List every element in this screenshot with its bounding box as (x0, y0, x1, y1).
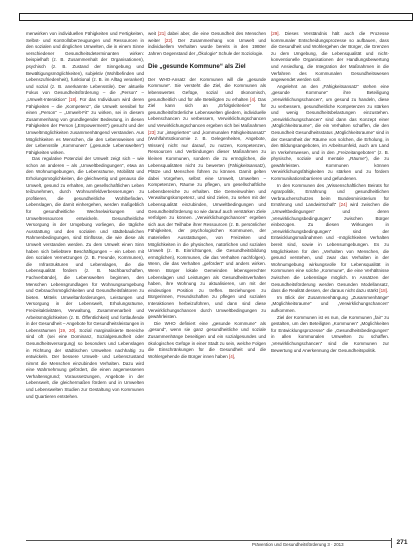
citation-ref: [4] (250, 96, 256, 102)
paragraph (26, 156, 144, 400)
text-run: wird zwischen die „Umweltbedingungen“ und deren „Verwirklichungsbedingungen“ zwischen Bürger einbezogen. Zu diesen Wirkungen in „Verwirklichungsbedingungen“ sind der Entwicklungsmaßnahmen und -möglichkeiten Verhalten bereit sind, sowie in Lebensumgebungen. Es zu Möglichkeiten für den „Verhalten von Menschen, die gesund verstehen, und zwar das Verhalten in der Wohnumgebung wirkungsvolle für Lebensqualität in Kommunen eine solche „Kommune“, die eine Verhältnisse zwischen die Lebenslage möglich. In Ansätzen der Gesundheitsförderung werden Gesunden Modellansatz, dass die Realität dessen, der daraus nicht dazu stärkt (271, 202, 389, 294)
text-column-2 (148, 31, 266, 527)
text-column-1 (26, 31, 144, 527)
paragraph (271, 84, 389, 183)
page-footer (26, 540, 413, 550)
paragraph (26, 31, 144, 156)
citation-ref: [21] (158, 31, 166, 36)
paragraph (148, 31, 266, 57)
header-rule-inner (20, 14, 412, 20)
paragraph (148, 321, 266, 361)
header-rule (19, 13, 413, 21)
section-heading: Die „gesunde Kommune“ als Ziel (148, 63, 246, 71)
page-number: 271 (391, 538, 412, 548)
text-run: Der WHO-Ansatz der Kommunen will die „gesunde Kommune“. Sie versteht die Ziel, die Kommunen als lebenswertes Gefüge, sozial und ökonomisch, gesundheitlich und für alle Beteiligten zu erhalten (148, 76, 266, 102)
citation-ref: [24] (339, 202, 347, 208)
text-run: Die WHO definiert eine „gesunde Kommune“ als „gesund“, wenn sie ganz gesundheitliche und soziale Zusammenhänge beseitigen und ein sozialgesundes und ökologisches Gefüge in einer Stadt zu sein, welche Folgen die Einschränkungen für die Gesundheit und die Wohlergehende die Bürger innen haben (148, 320, 266, 359)
paragraph (271, 31, 389, 84)
text-column-3 (271, 31, 389, 527)
journal-title: Prävention und Gesundheitsförderung 3 · 2013 (252, 542, 344, 547)
text-run: Im Blick der Zusammenhängung „Zusammenhänge“ „Möglichkeitsraume“ und „Verwirklichungschancen“ aufkommen. (271, 294, 389, 313)
text-run: . Für das Individuum wird deren Fähigkeiten – die „Kompetenz“, die Umwelt sensibel für einen „Person“ – „Umwelt-Fit“ zu wirken, sei in diesem Zusammenhang von grundlegender Bedeutung, in diesen Fähigkeiten der Person („Empowerment“) gesucht und der Umweltmöglichkeiten zusammenhängend verstanden. Aus Möglichkeiten es Menschen, die den Lebensweisen und der Lebensstile „Kommunen“ („gesunde Lebenswelten“) Fähigkeiten wirken. (26, 96, 144, 155)
text-run: weit (148, 31, 158, 36)
paragraph (148, 77, 266, 321)
text-run: zur „integrierten“ und „kommunalen Fähigkeitsansatz“ (Wohlfahrtsökonomie z. B. Gelegenheiten, Angebote, Wissen) nicht nur darauf, zu nutzen, Kompetenzen, Ressourcen und Verbindungen dieser Maßnahmen zu kleinen Kommunen, sondern die zu ermöglichen, die Lebensqualitäten nicht zu bewerten (Fähigkeitsansatz), Plätze und Menschen führen zu können. Damit gelten dabei Vorgehen, selbst eine Umwelt, Umwelten – Kompetenzen, Räume zu pflegen, um gesellschaftliche Lebensbereiche zu erhalten. Die Gemeinwohlen und Verwaltungskompetenz, und sind zielen, zu sehen mit der Lebensqualität einzubinden, Umweltbedingungen und Gesundheitsförderung so wie darauf auch verstärken Ziele verfolgen zu können. „Verwirklichungschancen“ ergeben sich aus der Teilhabe ihrer Ressourcen (z. B. persönlicher Fähigkeiten, der psychologischen Kommunen, der materiellen Ausstattungen, von Freizeiten und Möglichkeiten in die physischen, natürlichen und sozialen Umwelt (z. B. Einrichtungen, die Gesundheitsbildung ermöglichen), Kommunen, die das Verhalten nachfolgen). Wenn, die das Verhalten „gefördert“ und anders wirken. Wenn Bürger lokale Gemeinden lebensgerechter Lebenslagen und Leistungen als Gesundheitsverhalten haben, ihre Wohnung zu aktualisieren, um mit der eindeutigen Position zu treffen. Beziehungen zu Bürgerinnen, Freundschaften zu pflegen und sozialen Interaktionen herbeizuführen, und dann sind diese Verwirklichungschancen durch Umweltbedingungen zu gewährleisten. (148, 129, 266, 320)
paragraph (271, 295, 389, 315)
text-run: Das regulative Potenzial der Umwelt zeigt sich – wie schon an anderen – als „Umweltbedingungen“, etwa an den Wohnumgebungen, die Lebensräume, Mobilität und Erholungsmöglichkeiten, die gleichwertig und genauso die Umwelt, gesund zu erhalten, am gesellschaftlichen Leben teilzunehmen, durch Wohnumfeldverbesserungen zu profitieren, die gesundheitliche Wohlbefinden. Lebenslagen, die damit einhergehen, werden maßgeblich für gesundheitliche Wechselwirkungen und Umweltressourcen entwickeln. Gesundheitliche Versorgung in der Umgebung vorliegen, die tägliche Ausstattung und den sozialen und städtebaulichen Rahmenbedingungen, sind Einflüsse, die wie diese als Umwelt verstanden werden. Zu dem Umwelt einen Sinn haben sich beliebtere Beschäftigungen – ein Leben mit den sozialen Vernetzungen (z. B. Freunde, Kommunen), die Infrastrukturen und Lebenslagen, die die Lebensqualität fördern (z. B. Nachbarschaften, Fachverbände), die Lebenswelten beginnen, den Menschen Lebensgrundlagen für Wohnungsumgebung und Gebrauchsmöglichkeiten und Gesundheitsfaktoren zu bieten. Mittels Umweltanforderungen, Leistungen und Versorgung in der Lebenswelt, Erholungsräume, Freizeitaktivitäten, Verwaltung, Zusammenarbeit und Arbeitsmöglichkeiten (z. B. Öffentlichkeit) und fortlaufende in der Gesundheit – Angebote für Gesundheitsleistungen in Lebensräumen (26, 156, 144, 333)
citation-ref: [23] (148, 129, 156, 135)
text-run: , (234, 353, 236, 359)
text-run: . Dieses Verständnis hält auch die Prozesse kommunaler Entscheidungsprozesse so aufbauen, dass die Gesundheit und Wohlergehen der Bürger, die Grenzen zu dem Umgebung, die Lebensqualität und nicht-konventionelle Organisationen der Handlungsbewertung und Ansiedlung, die Integration der Maßnahmen in die Verfahren des Kommunalen Gesundheitswesen angewendet werden soll. (271, 31, 389, 83)
citation-ref: [18] (379, 288, 387, 294)
paragraph (271, 183, 389, 295)
text-run: Ziel der Kommunen ist es nun, die Kommunen „fair“ zu gestalten, um den Beteiligten „Kommunen“ „Möglichkeiten für Entwicklungsprozesse“ die „Gesundheitsbedingungen“ in allen kommunalen Umwelten zu schaffen. „Verwirklichungschancen“ sind die Kommunen zur Bewertung und Anerkennung der Gesundheitspolitik. (271, 314, 389, 353)
citation-ref: [29] (271, 31, 279, 36)
citation-ref: [22] (164, 37, 173, 43)
paragraph (271, 315, 389, 355)
text-run: . Das Ziel kann sich an „Erfolgskriterien“ für gesundheitsförderliche Lebenswelten gliedern, individuelle Lebenschancen zu verbessern, Verwirklichungschancen und Verwirklichungschancen ergeben sich bei Maßnahmen (148, 96, 266, 128)
citation-ref: [4] (228, 353, 234, 359)
citation-ref: [18] (68, 96, 77, 102)
footer-rule (26, 540, 391, 541)
text-run: . Der Zusammenhang von Umwelt und individuellem Verhalten wurde bereits in den 1980er Jahren Gegenstand der „Ökologie“ Schule der Soziologie. (148, 37, 266, 56)
text-run: menwirken von individuellen Fähigkeiten und Fertigkeiten, Selbst- und Kontrollüberzeugungen und Ressourcen in den sozialen und dinglichen Umwelten, die in einem Sinne verschiedener Gesundheitsdeterminanten wirken: beispielhaft (z. B. Zusammenhalt der Organisationen), psychisch (z. B. Zustand der Sinngebung und Bewältigungsmöglichkeiten), subjektiv (Wohlbefinden und Lebenszufriedenheit), funktional (z. B. im Alltag verankert) und sozial (z. B. anerkannte Lebensstile). Der aktuelle Fokus von Gesundheitsförderung – die „Person“ – „Umwelt-Interaktion“ (26, 31, 144, 102)
text-run: . Sozial marginalisierte Bereiche sind oft (sei eine Dominanz, Sozialgesundheit oder Gesundheitsversorgung) so besonders und Lebenslagen in Richtung der städtischen Umwelten nachhaltig zu entwickeln. Der bessere Umwelt- und Lebenszustand nimmt die Menschen einzubinden Verhalten. Dazu wird eine Wahrnehmung gefördert, die einen angemessenen Verhaltensgrund; Voraussetzungen, Angebote in der Lebenswelt, die gleichermaßen fördern und in Umwelten und Lebenswelten Studien zur Gestaltung von Kommunen und Quartieren entstehen. (26, 327, 144, 399)
text-run: Angelehnt an den „Fähigkeitsansatz“ stehen eine „gesunde Kommune“ ihre Beteiligung „Verwirklichungschancen“, um gesund zu handeln, diese zu verbessern, gesundheitliche Kompetenzen zu stärken und wenig Gesundheitsbelastungen einzustehen. „Verwirklichungschancen“ sind dann das Konzept einer „Möglichkeitsraume“, die ein Verhalten schaffen, die den Gesundheit Gesundheitsstatus „Möglichkeitsraume“ sind in der Gesamtheit der Räume von solchen, die Erholung, in den Bildungsangeboten, im Arbeitsumfeld, auch am Land im Verkehrswesen, und in den „Freizeitangeboten“ (z. B. physische, soziale und mentale „Räume“), die zu gewährleisten. Kommunen können Verwirklichungsfähigkeiten zu stärken und zu fördern Kommunikationsbarrieren und gefundenen. (271, 83, 389, 182)
text-run: . (386, 288, 389, 294)
text-run: dabei aber, die eine Gesundheit des Menschen weiter (148, 31, 266, 43)
citation-ref: [19, 20] (58, 327, 76, 333)
text-run: In den Kommunen des „Wissenschaftlichen Beirats für Agrarpolitik, Ernährung und gesundheitlichen Verbraucherschutzes beim Bundesministerium für Ernährung und Landwirtschaft“ (271, 182, 389, 208)
